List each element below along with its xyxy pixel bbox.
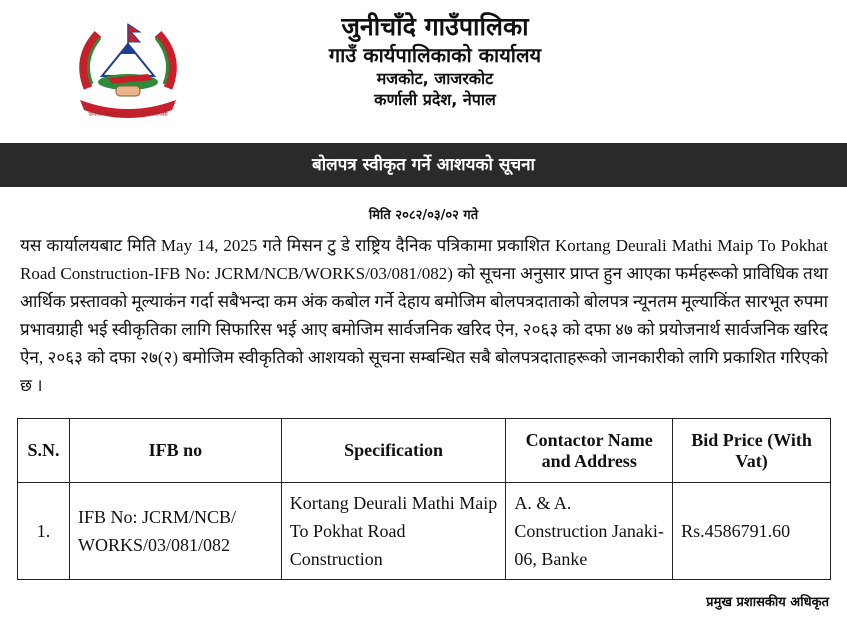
table-row — [18, 483, 831, 580]
notice-title: बोलपत्र स्वीकृत गर्ने आशयको सूचना — [0, 143, 847, 187]
notice-date: मिति २०८२/०३/०२ गते — [368, 208, 479, 223]
org-name: जुनीचाँदे गाउँपालिका — [341, 12, 529, 41]
col-header-ifb: IFB no — [69, 419, 281, 483]
table-header-row — [18, 419, 831, 483]
notice-body: यस कार्यालयबाट मिति May 14, 2025 गते मिसन टु डे राष्ट्रिय दैनिक पत्रिकामा प्रकाशित Kortang Deurali Mathi Maip To Pokhat Road Construction-IFB No: JCRM/NCB/WORKS/03/081/082) को सूचना अनुसार प्राप्त हुन आएका फर्महरूको प्राविधिक तथा आर्थिक प्रस्तावको मूल्याकंन गर्दा सबैभन्दा कम अंक कबोल गर्ने देहाय बमोजिम बोलपत्रदाताको बोलपत्र न्यूनतम मूल्याकिंत सारभूत रुपमा प्रभावग्राही भई स्वीकृतिका लागि सिफारिस भई आए बमोजिम सार्वजनिक खरिद ऐन, २०६३ को दफा ४७ को प्रयोजनार्थ सार्वजनिक खरिद ऐन, २०६३ को दफा २७(२) बमोजिम स्वीकृतिको आशयको सूचना सम्बन्धित सबै बोलपत्रदाताहरूको जानकारीको लागि प्रकाशित गरिएको छ । — [20, 236, 828, 395]
cell-sn: 1. — [18, 483, 70, 580]
location: मजकोट, जाजरकोट — [376, 69, 494, 88]
province: कर्णाली प्रदेश, नेपाल — [374, 90, 496, 110]
nepal-emblem-icon — [68, 18, 188, 126]
col-header-sn: S.N. — [18, 419, 70, 483]
cell-contractor: A. & A. Construction Janaki-06, Banke — [506, 483, 673, 580]
cell-spec: Kortang Deurali Mathi Maip To Pokhat Road Construction — [281, 483, 506, 580]
col-header-spec: Specification — [281, 419, 506, 483]
letterhead — [0, 0, 847, 140]
cell-ifb: IFB No: JCRM/NCB/ WORKS/03/081/082 — [69, 483, 281, 580]
office-name: गाउँ कार्यपालिकाको कार्यालय — [328, 43, 542, 67]
col-header-contractor: Contactor Name and Address — [506, 419, 673, 483]
cell-price: Rs.4586791.60 — [673, 483, 831, 580]
bid-table — [17, 418, 831, 580]
col-header-price: Bid Price (With Vat) — [673, 419, 831, 483]
signature-title: प्रमुख प्रशासकीय अधिकृत — [706, 595, 829, 610]
org-lines — [210, 12, 660, 109]
emblem-caption: जननी जन्मभूमिश्च स्वर्गादपि गरीयसी — [88, 111, 168, 118]
